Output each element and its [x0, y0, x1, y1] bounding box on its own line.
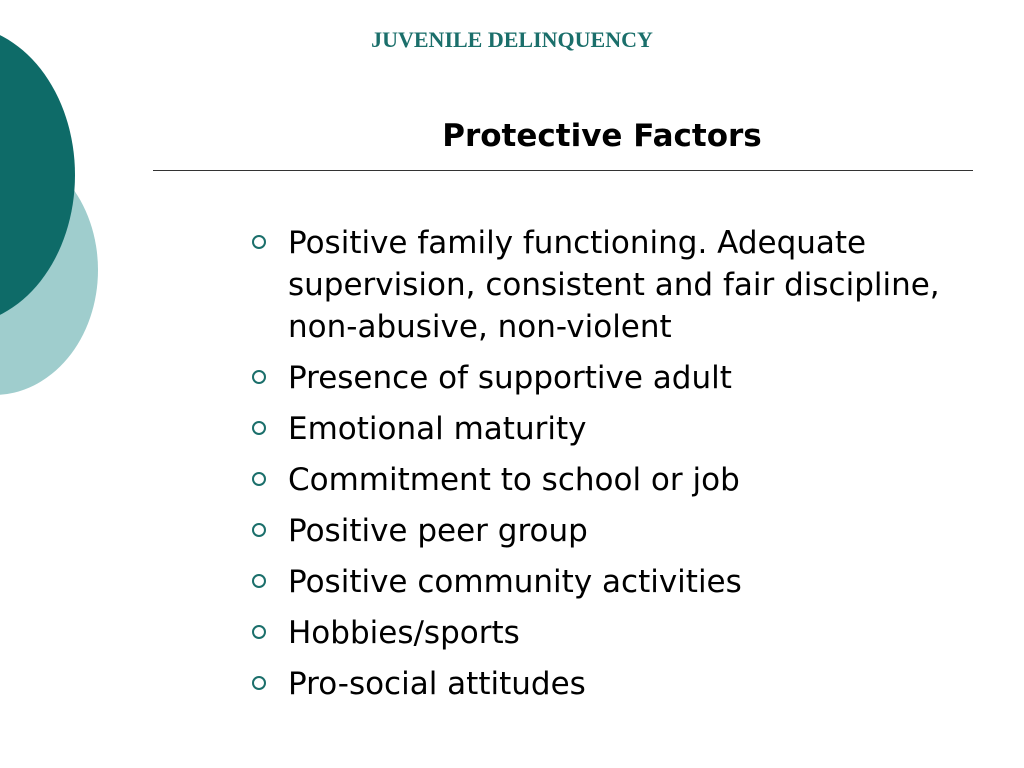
hollow-circle-icon: [252, 235, 266, 249]
bullet-list: [250, 222, 980, 714]
hollow-circle-icon: [252, 472, 266, 486]
title-divider: [153, 170, 973, 171]
bullet-text: Positive community activities: [288, 564, 742, 600]
bullet-text: Positive family functioning. Adequate supervision, consistent and fair discipline, non-abusive, non-violent: [288, 225, 940, 345]
bullet-text: Positive peer group: [288, 513, 588, 549]
hollow-circle-icon: [252, 523, 266, 537]
hollow-circle-icon: [252, 421, 266, 435]
bullet-item: [250, 663, 980, 705]
bullet-item: [250, 357, 980, 399]
hollow-circle-icon: [252, 625, 266, 639]
bullet-text: Emotional maturity: [288, 411, 587, 447]
bullet-item: [250, 222, 980, 348]
bullet-item: [250, 561, 980, 603]
bullet-item: [250, 510, 980, 552]
bullet-item: [250, 408, 980, 450]
bullet-item: [250, 459, 980, 501]
bullet-item: [250, 612, 980, 654]
bullet-text: Hobbies/sports: [288, 615, 520, 651]
hollow-circle-icon: [252, 676, 266, 690]
bullet-text: Commitment to school or job: [288, 462, 740, 498]
slide-title: Protective Factors: [442, 118, 762, 154]
hollow-circle-icon: [252, 370, 266, 384]
bullet-text: Pro-social attitudes: [288, 666, 586, 702]
hollow-circle-icon: [252, 574, 266, 588]
bullet-text: Presence of supportive adult: [288, 360, 732, 396]
slide-header: JUVENILE DELINQUENCY: [371, 27, 653, 52]
